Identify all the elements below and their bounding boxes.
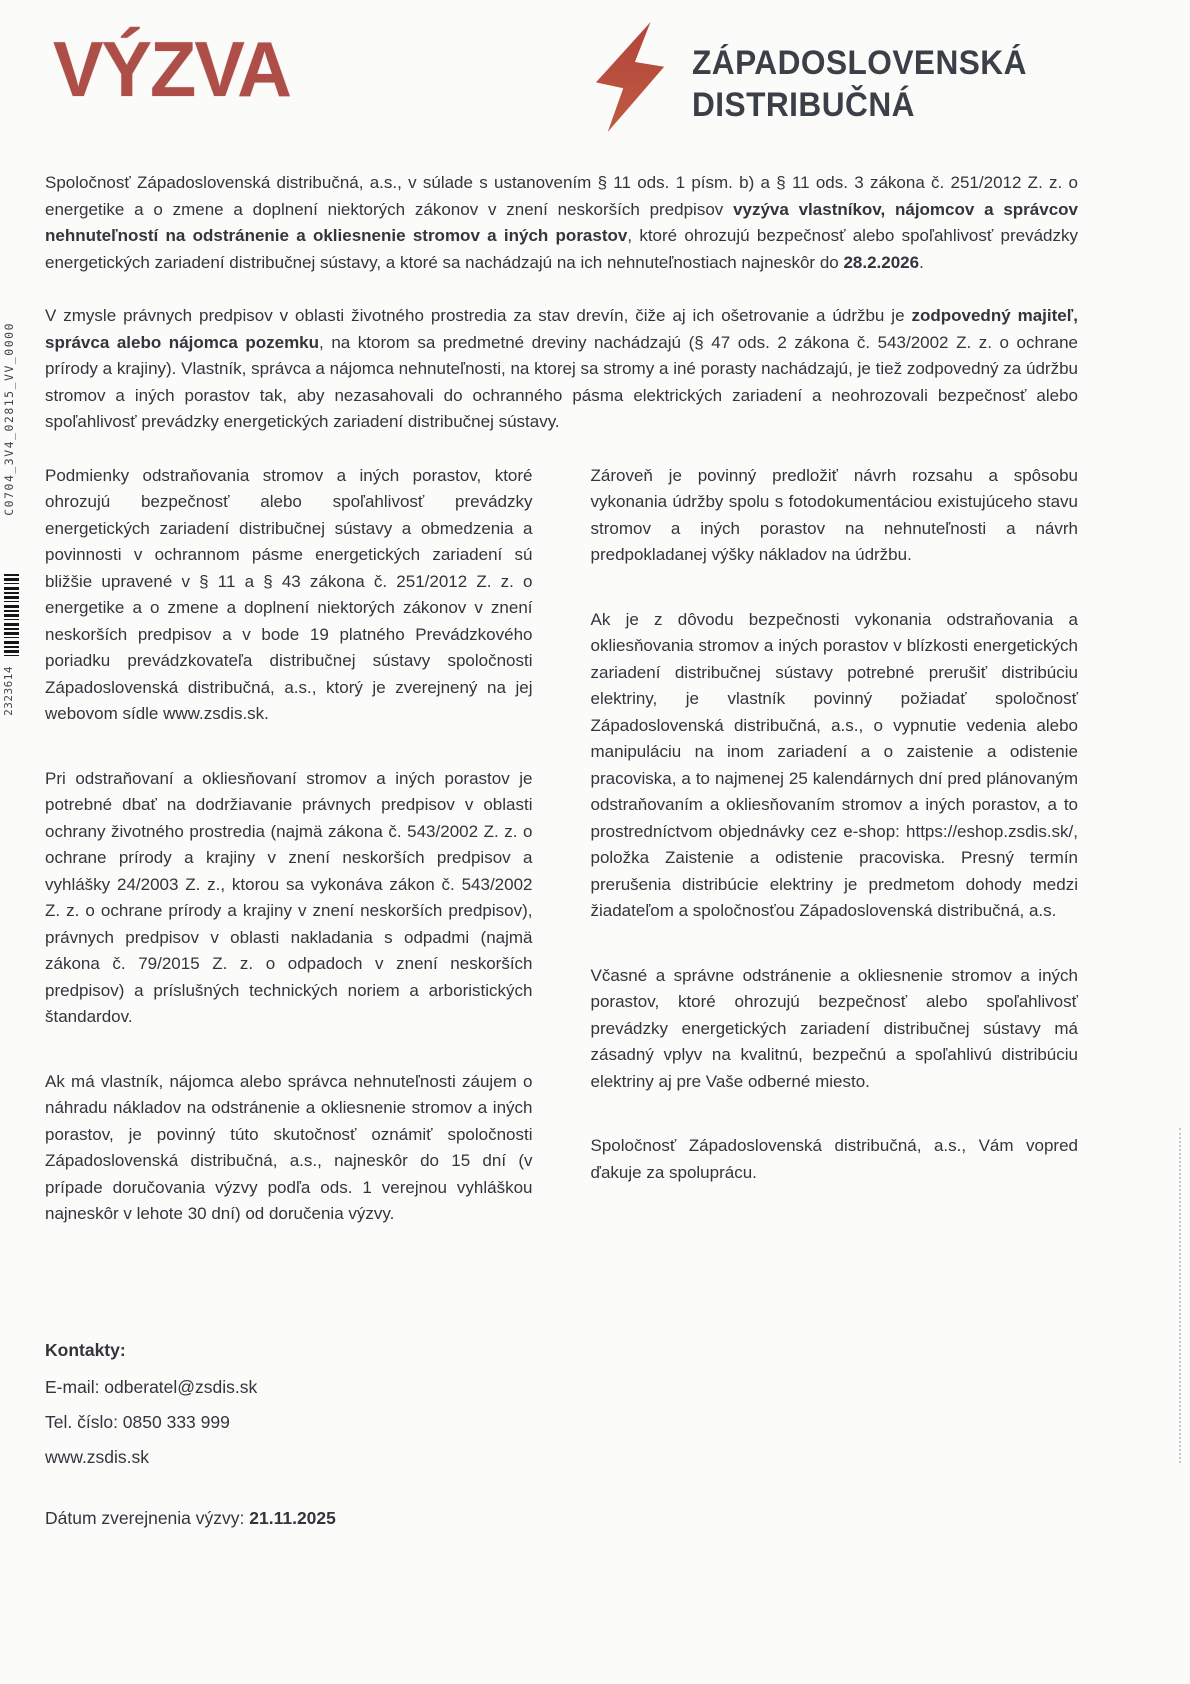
scan-edge-artifact [1179,1128,1181,1463]
left-column [45,463,533,1266]
paragraph [591,607,1079,925]
contact-website: www.zsdis.sk [45,1446,150,1467]
paragraph-text: Spoločnosť Západoslovenská distribučná, a.s., v súlade s ustanovením § 11 ods. 1 písm. b) a § 11 ods. 3 zákona č. 251/2012 Z. z. o energetike a o zmene a doplnení niektorých zákonov v znení neskorších predpisov [45,173,1078,219]
paragraph-text: Podmienky odstraňovania stromov a iných porastov, ktoré ohrozujú bezpečnosť alebo spoľahlivosť prevádzky energetických zariadení distribučnej sústavy a obmedzenia a povinnosti v ochrannom pásme energetických zariadení sú bližšie upravené v § 11 a § 43 zákona č. 251/2012 Z. z. o energetike a o zmene a doplnení niektorých zákonov v znení neskorších predpisov a v bode 19 platného Prevádzkového poriadku prevádzkovateľa distribučnej sústavy spoločnosti Západoslovenská distribučná, a.s., ktorý je zverejnený na jej webovom sídle www.zsdis.sk. [45,465,533,723]
paragraph-text: V zmysle právnych predpisov v oblasti životného prostredia za stav drevín, čiže aj ich ošetrovanie a údržbu je [45,306,912,325]
paragraph-text: Spoločnosť Západoslovenská distribučná, a.s., Vám vopred ďakuje za spoluprácu. [590,1136,1078,1182]
page-title: VÝZVA [53,25,290,113]
paragraph-text: Pri odstraňovaní a okliesňovaní stromov a iných porastov je potrebné dbať na dodržiavanie právnych predpisov v oblasti ochrany životného prostredia (najmä zákona č. 543/2002 Z. z. o ochrane prírody a krajiny v znení neskorších predpisov a vyhlášky 24/2003 Z. z., ktorou sa vykonáva zákon č. 543/2002 Z. z. o ochrane prírody a krajiny v znení neskorších predpisov), právnych predpisov v oblasti nakladania s odpadmi (najmä zákona č. 79/2015 Z. z. o odpadoch v znení neskorších predpisov) a príslušných technických noriem a arboristických štandardov. [45,768,533,1026]
document-page [45,0,1078,1529]
contact-phone: Tel. číslo: 0850 333 999 [45,1411,230,1432]
company-logo-text [692,42,1027,126]
paragraph-text: Včasné a správne odstránenie a okliesnenie stromov a iných porastov, ktoré ohrozujú bezpečnosť alebo spoľahlivosť prevádzky energetických zariadení distribučnej sústavy má zásadný vplyv na kvalitnú, bezpečnú a spoľahlivú distribúciu elektriny aj pre Vaše odberné miesto. [590,965,1078,1091]
right-column [591,463,1079,1266]
body-columns [45,463,1078,1266]
contacts-section [45,1340,1078,1468]
logo-line-1: ZÁPADOSLOVENSKÁ [691,44,1027,82]
contact-email: E-mail: odberatel@zsdis.sk [45,1376,258,1397]
paragraph-text: Ak má vlastník, nájomca alebo správca nehnuteľnosti záujem o náhradu nákladov na odstránenie a okliesnenie stromov a iných porastov, je povinný túto skutočnosť oznámiť spoločnosti Západoslovenská distribučná, a.s., najneskôr do 15 dní (v prípade doručovania výzvy podľa ods. 1 verejnou vyhláškou najneskôr v lehote 30 dní) od doručenia výzvy. [45,1071,533,1223]
paragraph-text: . [919,252,924,272]
paragraph-text: Zároveň je povinný predložiť návrh rozsahu a spôsobu vykonania údržby spolu s fotodokumentáciou existujúceho stavu stromov a iných porastov na nehnuteľnosti a návrh predpokladanej výšky nákladov na údržbu. [590,465,1078,564]
paragraph [45,766,533,1031]
contacts-heading: Kontakty: [45,1339,126,1360]
publication-date-value: 21.11.2025 [249,1507,336,1528]
paragraph [45,170,1078,276]
intro-section [45,170,1078,436]
margin-document-code: C0704_3V4_02815_VV_0000 [2,322,16,516]
logo-line-2: DISTRIBUČNÁ [691,86,915,125]
barcode [4,574,19,658]
paragraph [591,1133,1079,1186]
paragraph [45,463,533,728]
paragraph [45,1069,533,1228]
paragraph-text-bold: vyzýva vlastníkov, nájomcov a správcov nehnuteľností na odstránenie a okliesnenie stromov a iných porastov [45,199,1078,245]
company-logo [590,22,1052,134]
header [45,20,1078,134]
publication-date-line [45,1508,1078,1529]
paragraph-text: , na ktorom sa predmetné dreviny nachádzajú (§ 47 ods. 2 zákona č. 543/2002 Z. z. o ochrane prírody a krajiny). Vlastník, správca a nájomca nehnuteľnosti, na ktorej sa stromy a iné porasty nachádzajú, je tiež zodpovedný za údržbu stromov a iných porastov tak, aby nezasahovali do ochranného pásma elektrických zariadení a neohrozovali bezpečnosť alebo spoľahlivosť prevádzky energetických zariadení distribučnej sústavy. [45,332,1078,431]
paragraph-text: Ak je z dôvodu bezpečnosti vykonania odstraňovania a okliesňovania stromov a iných porastov v blízkosti energetických zariadení distribučnej sústavy potrebné prerušiť distribúciu elektriny, je vlastník povinný požiadať spoločnosť Západoslovenská distribučná, a.s., o vypnutie vedenia alebo manipuláciu na inom zariadení a o zaistenie a odistenie pracoviska, a to najmenej 25 kalendárnych dní pred plánovaným odstraňovaním a okliesňovaním stromov a iných porastov, a to prostredníctvom objednávky cez e-shop: https://eshop.zsdis.sk/, položka Zaistenie a odistenie pracoviska. Presný termín prerušenia distribúcie elektriny je predmetom dohody medzi žiadateľom a spoločnosťou Západoslovenská distribučná, a.s. [590,609,1078,920]
paragraph [591,463,1079,569]
paragraph-text-bold: zodpovedný majiteľ, správca alebo nájomca pozemku [45,306,1078,352]
lightning-bolt-icon [590,22,676,134]
publication-date-label: Dátum zverejnenia výzvy: [45,1507,250,1528]
paragraph-text-bold: 28.2.2026 [843,252,920,272]
paragraph [591,963,1079,1096]
margin-document-number: 2323614 [2,666,15,716]
paragraph-text: , ktoré ohrozujú bezpečnosť alebo spoľahlivosť prevádzky energetických zariadení distribučnej sústavy, a ktoré sa nachádzajú na ich nehnuteľnostiach najneskôr do [45,226,1078,272]
paragraph [45,303,1078,436]
